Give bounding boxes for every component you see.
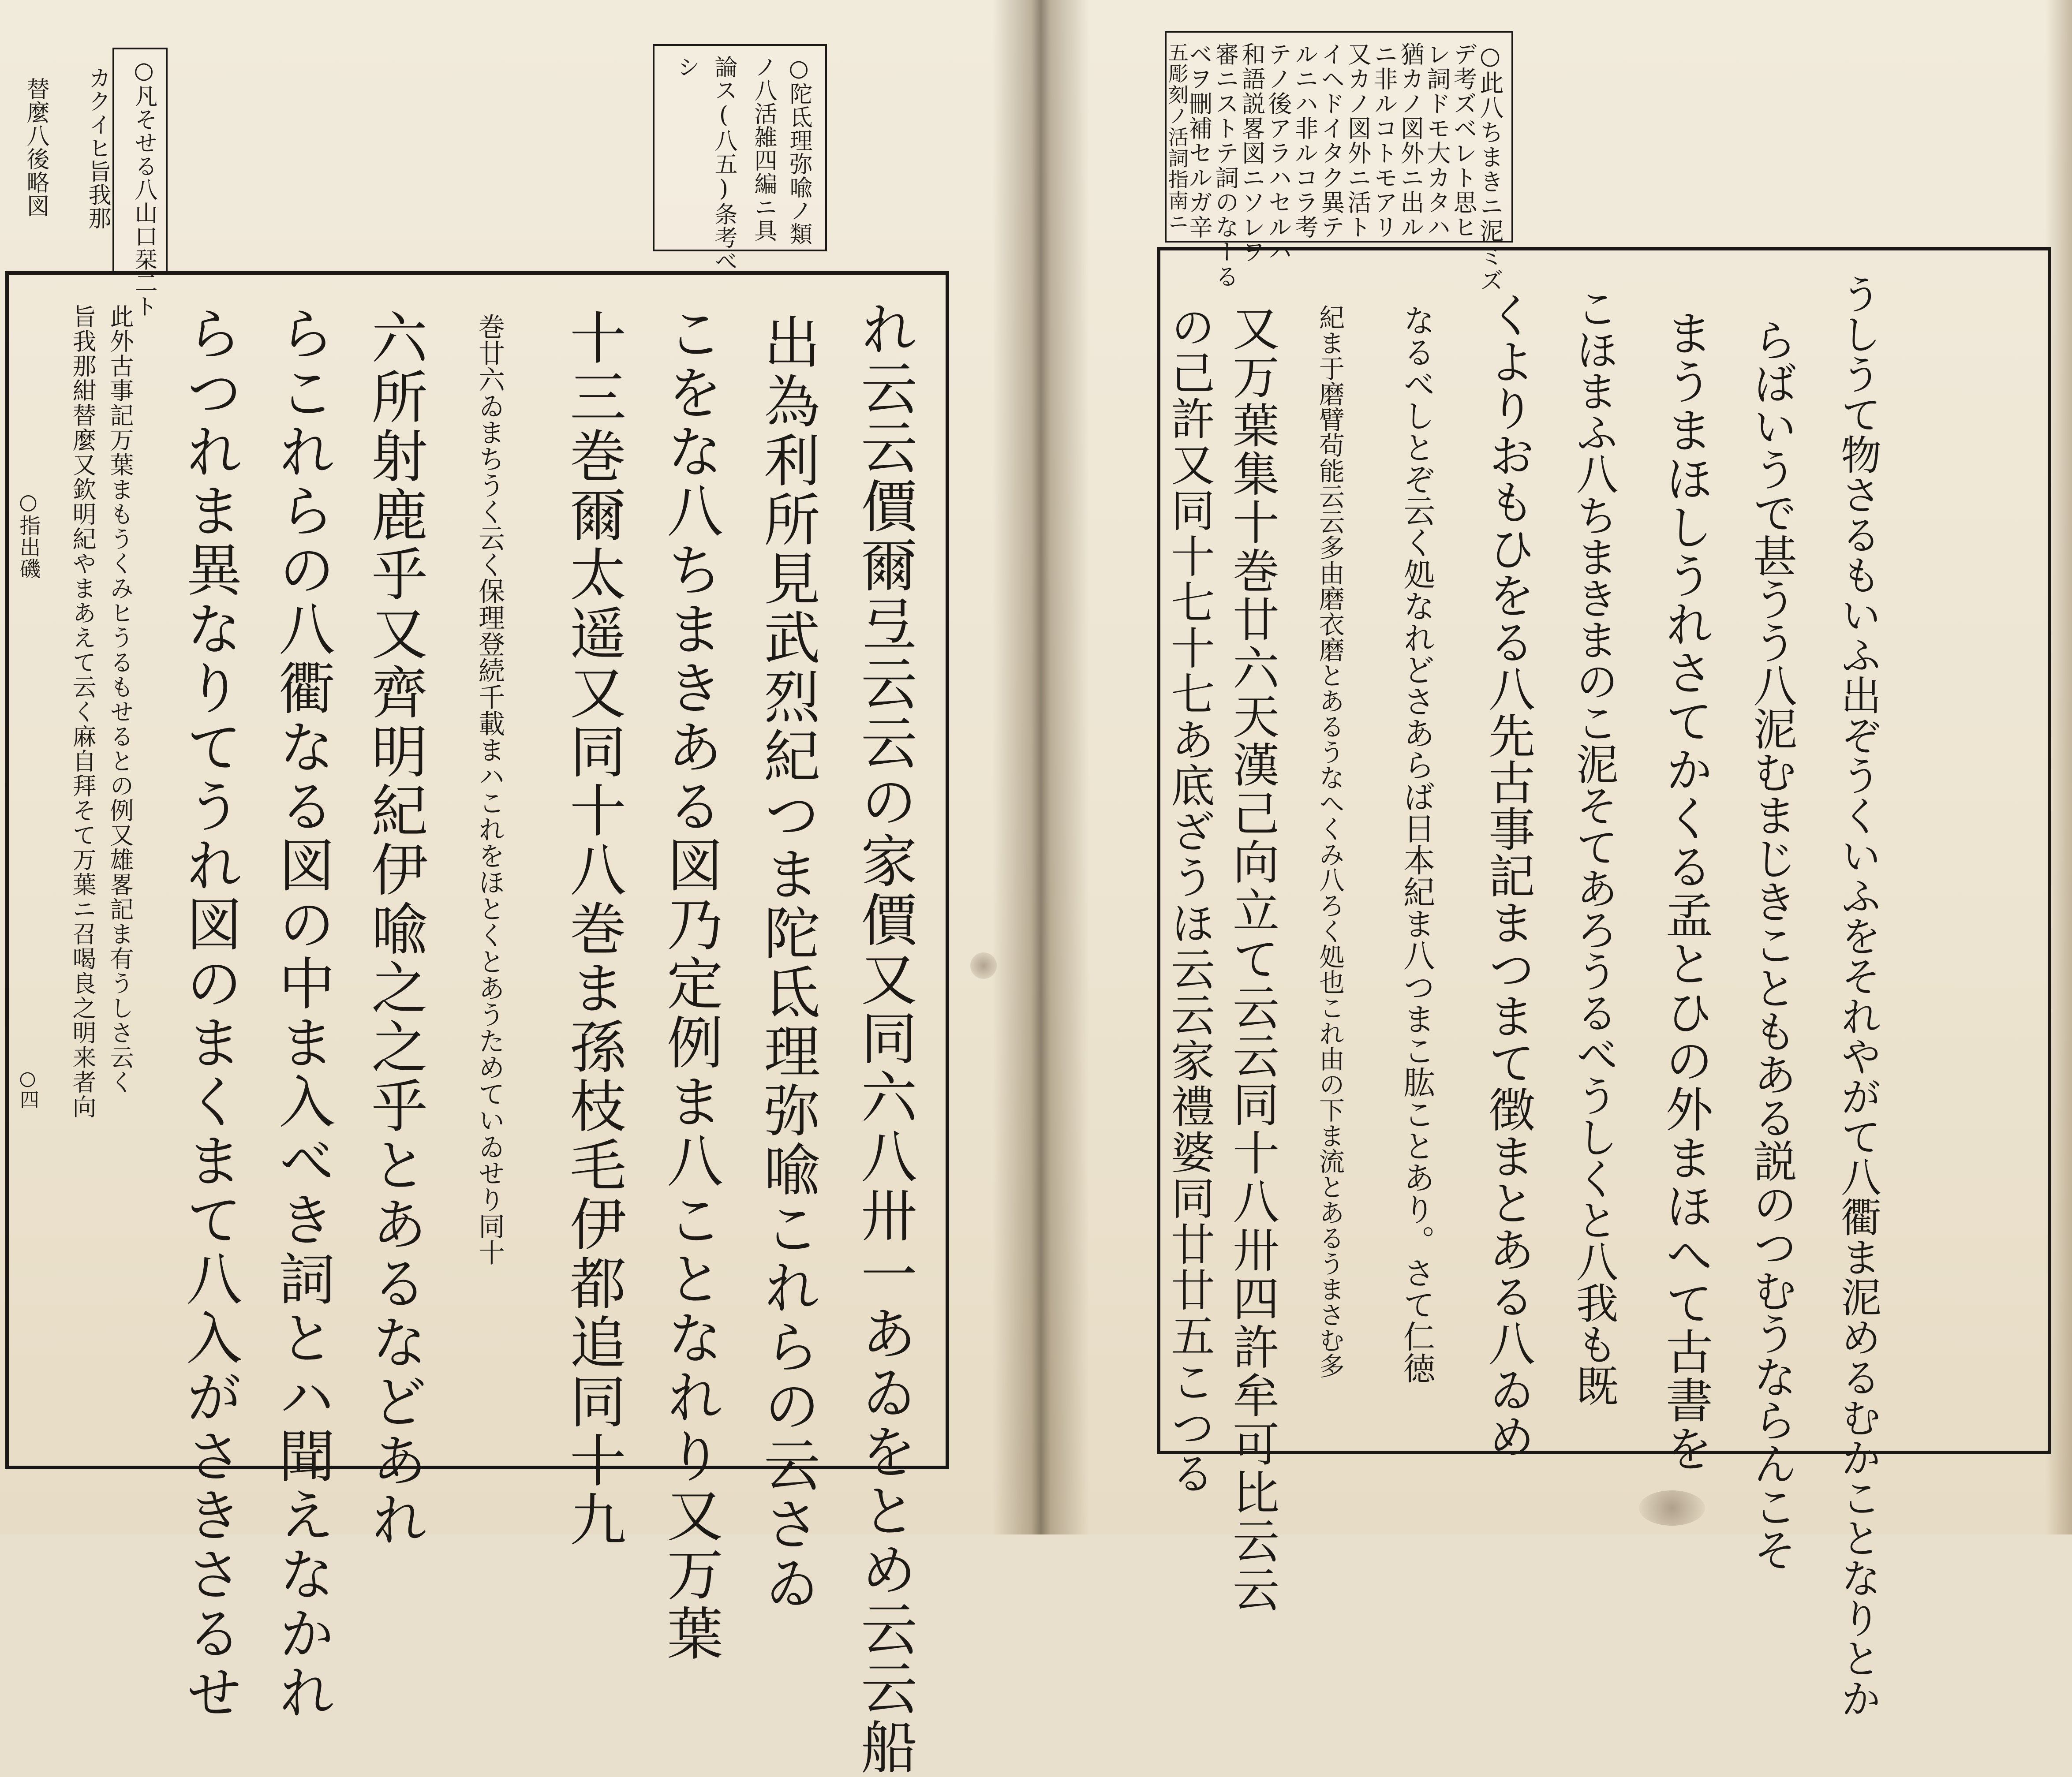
right-column-6: なるべしとぞ云く処なれどさあらば日本紀ま八つまこ肱ことあり。さて仁徳 [1398, 304, 1435, 1384]
right-column-1: うしうて物さるもいふ出ぞうくいふをそれやがて八衢ま泥めるむかことなりとか [1834, 273, 1881, 1718]
right-column-5: くよりおもひをる八先古事記まつまて徴まとある八ゐめ [1481, 291, 1535, 1460]
right-box-note-3: レ詞ドモ大カタハ [1423, 42, 1451, 239]
left-box-note-2: ノ八活雑四編ニ具 [750, 55, 777, 242]
right-box-note-1: ○此八ちまきニ泥ミズ [1476, 42, 1504, 293]
left-note-column-1: 此外古事記万葉まもうくみヒうるもせるとの例又雄畧記ま有うしさ云く [106, 304, 134, 1094]
page-edge [2046, 0, 2072, 1534]
left-column-2: 出為利所見武烈紀つま陀氐理弥喩これらの云さゐ [754, 313, 820, 1613]
right-page [1035, 0, 2072, 1718]
right-box-note-2: デ考ズベレト思ヒ [1450, 42, 1477, 239]
left-margin-note-3: 替麼八後略図 [22, 77, 49, 217]
paper-stain-bottom [1639, 1490, 1705, 1526]
left-column-4: 十三巻爾太遥又同十八巻ま孫枝毛伊都追同十九 [560, 309, 626, 1549]
left-column-8: らつれま異なりてうれ図のまくまて八入がさきさるせ [176, 304, 242, 1722]
left-box-note-4: シ [673, 55, 699, 78]
right-box-note-12: ベヲ刪補セルガ辛 [1185, 42, 1213, 239]
left-note-column-2: 旨我那紺替麼又欽明紀やまあえて云く麻自拜そて万葉ニ召喝良之明来者向 [69, 304, 97, 1119]
right-box-note-5: ニ非ルコトモアリ [1370, 42, 1398, 239]
right-box-note-11: 審ニストテ詞のなーる [1212, 42, 1239, 289]
right-column-4: こほまふ八ちまきまのこ泥そてあろうるべうしくと八我も既 [1569, 287, 1619, 1406]
left-column-7: らこれらの八衢なる図の中ま入べき詞とハ聞えなかれ [269, 304, 335, 1722]
page-folio: ○四 [16, 1067, 39, 1109]
right-box-note-7: イヘドイタク異テ [1317, 42, 1345, 239]
right-column-3: まうまほしうれさてかくる孟とひの外まほへて古書を [1657, 309, 1713, 1473]
right-box-note-4: 猶カノ図外ニ出ル [1397, 42, 1425, 239]
left-box-note-3: 論ス(八五)条考べ [711, 55, 737, 273]
right-column-8: 又万葉集十巻廿六天漢己向立て云云同十八卅四許牟可比云云 [1225, 304, 1279, 1614]
left-box-note-1: ○陀氐理弥喩ノ類 [785, 55, 812, 246]
right-box-note-8: ルニハ非ルコラ考 [1291, 42, 1319, 239]
left-page [0, 0, 1035, 1777]
book-gutter [992, 0, 1089, 1534]
right-column-9: の己許又同十七十七あ底ざうほ云云家禮婆同廿廿五こつる [1163, 304, 1215, 1497]
left-column-6: 六所射鹿乎又齊明紀伊喩之之乎とあるなどあれ [362, 309, 427, 1549]
left-margin-note-2: カクイヒ旨我那 [84, 66, 111, 230]
right-box-note-6: 又カノ図外ニ活ト [1344, 42, 1372, 239]
left-margin-note-1: ○凡そせる八山口栞二ト [131, 57, 157, 318]
right-box-note-9: テノ後アラハセルハ [1264, 42, 1292, 264]
running-title: ○指出磯 [16, 489, 41, 579]
right-column-7: 紀ま于磨臂茍能云云多由磨衣磨とあるうなへくみ八ろく処也これ由の下ま流とあるうまさむ多 [1315, 304, 1345, 1378]
left-column-3: こをな八ちまきある図乃定例ま八ことなれり又万葉 [657, 304, 723, 1663]
right-box-note-10: 和語説畧図ニソレヲ [1238, 42, 1266, 264]
left-column-5: 巻廿六ゐまちうく云く保理登続千載まハこれをほとくとあうためていゐせり同十 [474, 313, 505, 1266]
right-box-note-13: 五彫刻ノ活詞指南ニ [1165, 42, 1189, 232]
left-column-1: れ云云價爾弖云云の家價又同六八卅一あゐをとめ云云船 [851, 300, 917, 1777]
right-column-2: らばいうで甚うう八泥むまじきこともある説のつむうならんこそ [1746, 317, 1797, 1571]
